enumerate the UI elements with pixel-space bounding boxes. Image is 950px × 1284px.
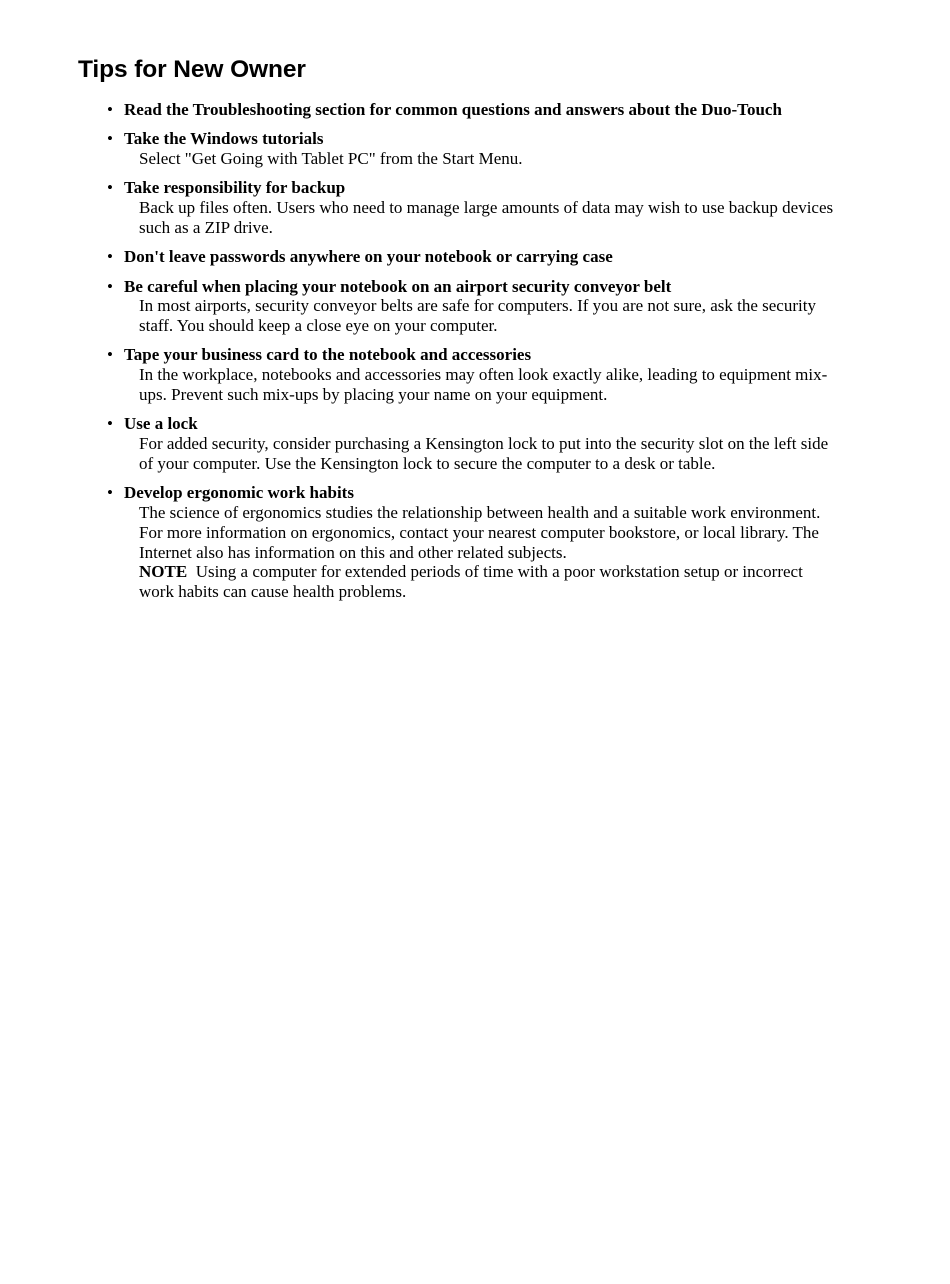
- tip-item-business-card: [107, 345, 838, 405]
- tip-heading: Develop ergonomic work habits: [124, 483, 354, 503]
- note-label: NOTE: [139, 562, 188, 582]
- tip-body: In most airports, security conveyor belts are safe for computers. If you are not sure, ask the security staff. You should keep a close eye on your computer.: [139, 296, 816, 336]
- tip-item-windows-tutorials: [107, 129, 838, 169]
- tip-body: Back up files often. Users who need to manage large amounts of data may wish to use backup devices such as a ZIP drive.: [139, 198, 834, 237]
- bullet-icon: •: [107, 276, 113, 296]
- tip-body: The science of ergonomics studies the relationship between health and a suitable work environment. For more information on ergonomics, contact your nearest computer bookstore, or local library. The Internet also has information on this and other related subjects.: [139, 503, 821, 562]
- document-page: [78, 54, 838, 612]
- tip-body: In the workplace, notebooks and accessories may often look exactly alike, leading to equipment mix-ups. Prevent such mix-ups by placing your name on your equipment.: [139, 365, 828, 405]
- tip-body: Select "Get Going with Tablet PC" from the Start Menu.: [139, 149, 523, 169]
- tip-heading: Tape your business card to the notebook and accessories: [124, 345, 532, 365]
- tip-heading: Don't leave passwords anywhere on your notebook or carrying case: [124, 247, 613, 267]
- tip-heading: Read the Troubleshooting section for common questions and answers about the Duo-Touch: [124, 100, 782, 119]
- note-text: Using a computer for extended periods of time with a poor workstation setup or incorrect work habits can cause health problems.: [139, 562, 803, 602]
- tip-heading: Be careful when placing your notebook on an airport security conveyor belt: [124, 276, 672, 296]
- tip-heading: Take responsibility for backup: [124, 178, 346, 198]
- bullet-icon: •: [107, 100, 113, 119]
- tip-item-ergonomics: [107, 483, 838, 602]
- tip-item-airport-security: [107, 276, 838, 336]
- bullet-icon: •: [107, 129, 113, 149]
- bullet-icon: •: [107, 414, 113, 434]
- tip-item-backup: [107, 178, 838, 237]
- tips-list: [78, 100, 838, 602]
- bullet-icon: •: [107, 483, 113, 503]
- bullet-icon: •: [107, 345, 113, 365]
- tip-item-passwords: [107, 247, 838, 267]
- tip-item-lock: [107, 414, 838, 473]
- tip-heading: Take the Windows tutorials: [124, 129, 324, 149]
- tip-body: For added security, consider purchasing a Kensington lock to put into the security slot on the left side of your computer. Use the Kensington lock to secure the computer to a desk or table.: [139, 434, 829, 473]
- tip-heading: Use a lock: [124, 414, 198, 434]
- page-title: Tips for New Owner: [78, 56, 306, 83]
- tip-note: [124, 562, 838, 602]
- tip-item-troubleshooting: [107, 100, 838, 120]
- bullet-icon: •: [107, 247, 113, 267]
- bullet-icon: •: [107, 178, 113, 198]
